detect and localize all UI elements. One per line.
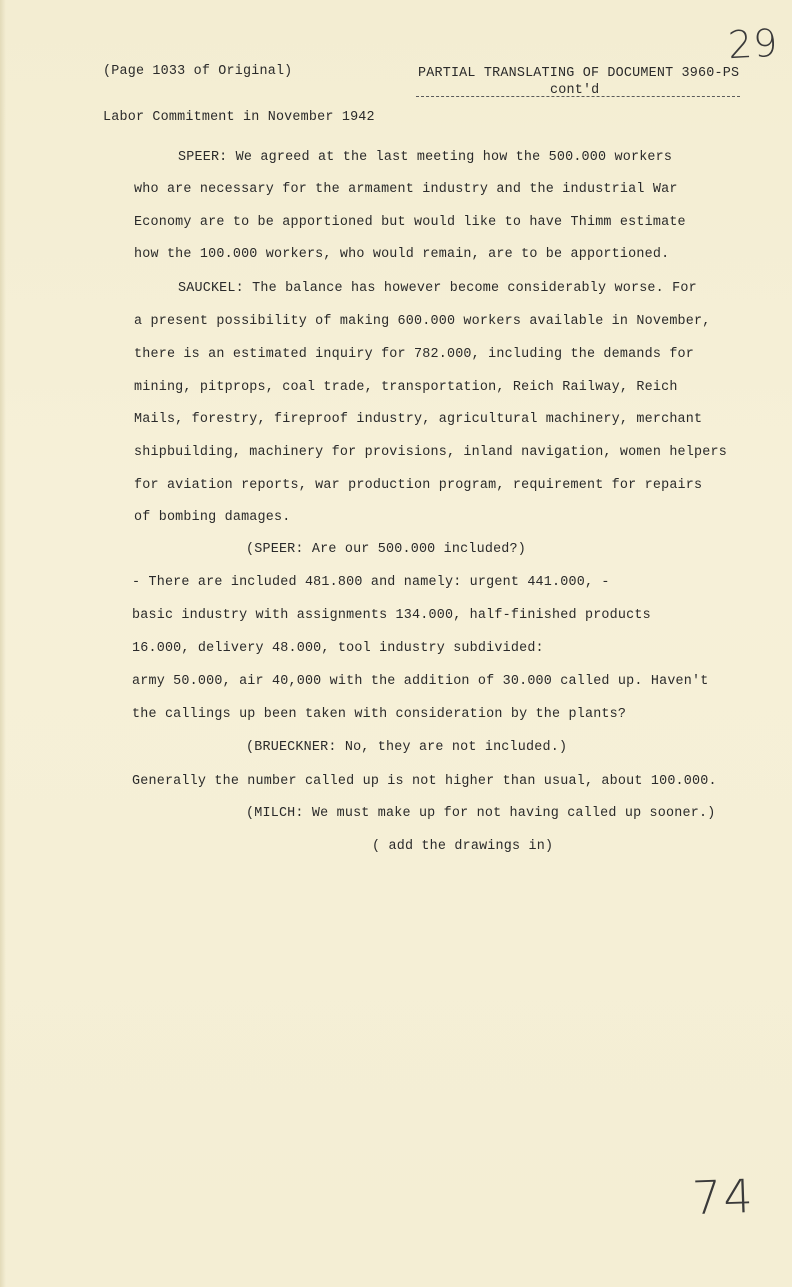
text-line-5: SAUCKEL: The balance has however become considerably worse. For [178,281,697,296]
text-line-12: of bombing damages. [134,510,291,525]
text-line-13: (SPEER: Are our 500.000 included?) [246,542,527,557]
text-line-19: (BRUECKNER: No, they are not included.) [246,740,568,755]
text-line-6: a present possibility of making 600.000 workers available in November, [134,314,711,329]
handwritten-page-number-top: 29 [726,20,780,68]
text-line-16: 16.000, delivery 48.000, tool industry subdivided: [132,641,544,656]
text-line-9: Mails, forestry, fireproof industry, agricultural machinery, merchant [134,412,703,427]
paper-edge [0,0,6,1287]
text-line-3: Economy are to be apportioned but would like to have Thimm estimate [134,215,686,230]
text-line-10: shipbuilding, machinery for provisions, inland navigation, women helpers [134,445,727,460]
text-line-8: mining, pitprops, coal trade, transportation, Reich Railway, Reich [134,380,678,395]
text-line-4: how the 100.000 workers, who would remain, are to be apportioned. [134,247,670,262]
contd-label: cont'd [550,83,600,98]
section-title: Labor Commitment in November 1942 [103,110,375,125]
text-line-11: for aviation reports, war production program, requirement for repairs [134,478,703,493]
text-line-20: Generally the number called up is not higher than usual, about 100.000. [132,774,717,789]
text-line-14: - There are included 481.800 and namely: urgent 441.000, - [132,575,610,590]
handwritten-page-number-bottom: 74 [691,1168,756,1226]
document-title: PARTIAL TRANSLATING OF DOCUMENT 3960-PS [418,66,740,81]
page-reference: (Page 1033 of Original) [103,64,293,79]
header-underline [416,96,740,97]
text-line-18: the callings up been taken with consideration by the plants? [132,707,627,722]
text-line-2: who are necessary for the armament industry and the industrial War [134,182,678,197]
text-line-1: SPEER: We agreed at the last meeting how the 500.000 workers [178,150,673,165]
text-line-17: army 50.000, air 40,000 with the addition of 30.000 called up. Haven't [132,674,709,689]
text-line-15: basic industry with assignments 134.000, half-finished products [132,608,651,623]
text-line-7: there is an estimated inquiry for 782.000, including the demands for [134,347,695,362]
text-line-22: ( add the drawings in) [372,839,554,854]
text-line-21: (MILCH: We must make up for not having called up sooner.) [246,806,716,821]
